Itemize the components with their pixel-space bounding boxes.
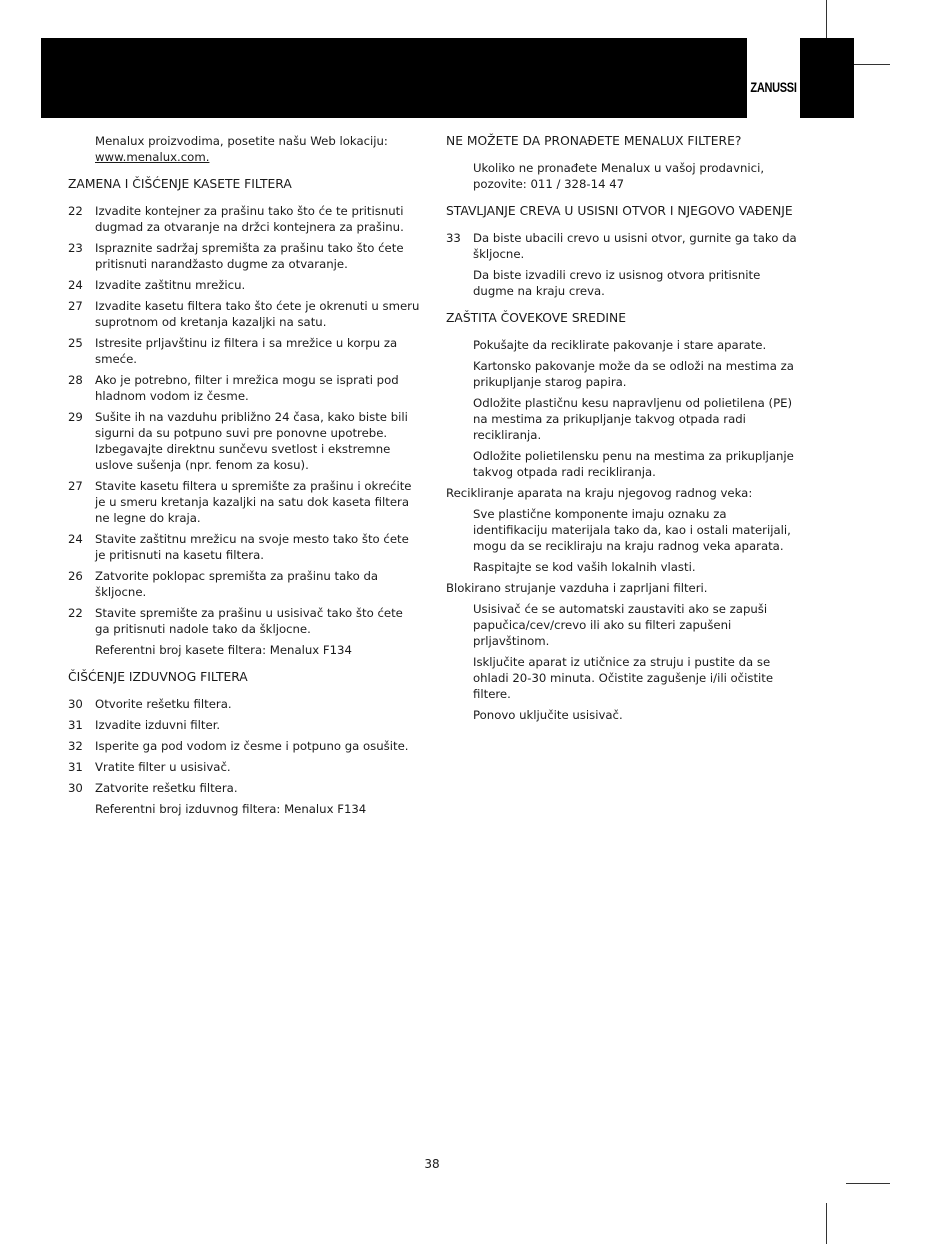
step-number: 30 [68, 697, 83, 711]
list-item [68, 531, 420, 563]
environment-paragraph: Pokušajte da reciklirate pakovanje i stare aparate. [473, 338, 767, 352]
step-number: 29 [68, 410, 83, 424]
section-title-exhaust-filter: ČIŠĆENJE IZDUVNOG FILTERA [68, 670, 248, 684]
step-number: 31 [68, 718, 83, 732]
crop-mark [853, 64, 890, 65]
step-number: 22 [68, 204, 83, 218]
section-title-hose: STAVLJANJE CREVA U USISNI OTVOR I NJEGOVO VAĐENJE [446, 204, 793, 218]
list-item [68, 696, 420, 712]
environment-paragraph: Odložite polietilensku penu na mestima za prikupljanje takvog otpada radi recikliranja. [473, 449, 794, 479]
exhaust-reference-number: Referentni broj izduvnog filtera: Menalux F134 [95, 802, 367, 816]
list-item [68, 335, 420, 367]
list-item [68, 780, 420, 796]
step-text: Izvadite zaštitnu mrežicu. [95, 278, 246, 292]
step-text: Zatvorite poklopac spremišta za prašinu tako da škljocne. [95, 569, 379, 599]
list-item [68, 409, 420, 473]
left-column [68, 133, 420, 822]
list-item [68, 372, 420, 404]
step-text: Istresite prljavštinu iz filtera i sa mrežice u korpu za smeće. [95, 336, 398, 366]
section-title-find-filters: NE MOŽETE DA PRONAĐETE MENALUX FILTERE? [446, 134, 742, 148]
intro-paragraph [95, 133, 420, 165]
list-item [68, 568, 420, 600]
page-number: 38 [424, 1157, 440, 1171]
step-number: 26 [68, 569, 83, 583]
list-item [68, 759, 420, 775]
step-number: 30 [68, 781, 83, 795]
step-text: Izvadite kontejner za prašinu tako što će te pritisnuti dugmad za otvaranje na držci kontejnera za prašinu. [95, 204, 404, 234]
list-item [68, 203, 420, 235]
step-number: 24 [68, 532, 83, 546]
step-number: 32 [68, 739, 83, 753]
step-number: 28 [68, 373, 83, 387]
header-bar [41, 38, 854, 118]
right-column [446, 133, 800, 728]
hose-removal-text: Da biste izvadili crevo iz usisnog otvora pritisnite dugme na kraju creva. [473, 268, 761, 298]
recycling-paragraph: Raspitajte se kod vaših lokalnih vlasti. [473, 560, 696, 574]
blocked-airflow-paragraph: Isključite aparat iz utičnice za struju i pustite da se ohladi 20-30 minuta. Očistite zagušenje i/ili očistite filtere. [473, 655, 774, 701]
filter-cassette-steps [68, 203, 420, 637]
step-text: Zatvorite rešetku filtera. [95, 781, 238, 795]
step-text: Da biste ubacili crevo u usisni otvor, gurnite ga tako da škljocne. [473, 231, 797, 261]
step-number: 31 [68, 760, 83, 774]
recycling-paragraph: Sve plastične komponente imaju oznaku za identifikaciju materijala tako da, kao i ostali materijali, mogu da se recikliraju na kraju radnog veka aparata. [473, 507, 791, 553]
brand-logo-box [747, 38, 800, 118]
step-number: 33 [446, 231, 461, 245]
step-text: Isperite ga pod vodom iz česme i potpuno ga osušite. [95, 739, 409, 753]
step-text: Ispraznite sadržaj spremišta za prašinu tako što ćete pritisnuti narandžasto dugme za otvaranje. [95, 241, 404, 271]
environment-paragraph: Odložite plastičnu kesu napravljenu od polietilena (PE) na mestima za prikupljanje takvog otpada radi recikliranja. [473, 396, 793, 442]
step-text: Stavite zaštitnu mrežicu na svoje mesto tako što ćete je pritisnuti na kasetu filtera. [95, 532, 409, 562]
subheading-blocked-airflow: Blokirano strujanje vazduha i zaprljani filteri. [446, 581, 708, 595]
blocked-airflow-paragraph: Ponovo uključite usisivač. [473, 708, 623, 722]
step-number: 27 [68, 299, 83, 313]
list-item [68, 738, 420, 754]
list-item [68, 298, 420, 330]
step-number: 25 [68, 336, 83, 350]
step-number: 23 [68, 241, 83, 255]
step-text: Stavite spremište za prašinu u usisivač tako što ćete ga pritisnuti nadole tako da škljocne. [95, 606, 403, 636]
step-number: 24 [68, 278, 83, 292]
intro-text: Menalux proizvodima, posetite našu Web lokaciju: [95, 134, 388, 148]
section-title-environment: ZAŠTITA ČOVEKOVE SREDINE [446, 311, 627, 325]
find-filters-text: Ukoliko ne pronađete Menalux u vašoj prodavnici, pozovite: 011 / 328-14 47 [473, 161, 765, 191]
brand-logo: ZANUSSI [750, 80, 797, 96]
list-item [68, 717, 420, 733]
step-number: 22 [68, 606, 83, 620]
step-text: Otvorite rešetku filtera. [95, 697, 232, 711]
exhaust-filter-steps [68, 696, 420, 796]
list-item [68, 478, 420, 526]
crop-mark [826, 1203, 827, 1244]
blocked-airflow-paragraph: Usisivač će se automatski zaustaviti ako se zapuši papučica/cev/crevo ili ako su filteri zapušeni prljavštinom. [473, 602, 768, 648]
cassette-reference-number: Referentni broj kasete filtera: Menalux F134 [95, 643, 352, 657]
step-text: Vratite filter u usisivač. [95, 760, 231, 774]
step-text: Izvadite izduvni filter. [95, 718, 221, 732]
step-text: Sušite ih na vazduhu približno 24 časa, kako biste bili sigurni da su potpuno suvi pre ponovne upotrebe. Izbegavajte direktnu sunčevu svetlost i ekstremne uslove sušenja (npr. fenom za kosu). [95, 410, 408, 472]
list-item [446, 230, 800, 262]
step-text: Ako je potrebno, filter i mrežica mogu se isprati pod hladnom vodom iz česme. [95, 373, 399, 403]
list-item [68, 277, 420, 293]
step-text: Stavite kasetu filtera u spremište za prašinu i okrećite je u smeru kretanja kazaljki na satu dok kaseta filtera ne legne do kraja. [95, 479, 412, 525]
step-text: Izvadite kasetu filtera tako što ćete je okrenuti u smeru suprotnom od kretanja kazaljki na satu. [95, 299, 420, 329]
list-item [68, 605, 420, 637]
crop-mark [846, 1183, 890, 1184]
section-title-filter-cassette: ZAMENA I ČIŠĆENJE KASETE FILTERA [68, 177, 292, 191]
list-item [68, 240, 420, 272]
environment-paragraph: Kartonsko pakovanje može da se odloži na mestima za prikupljanje starog papira. [473, 359, 794, 389]
subheading-recycling: Recikliranje aparata na kraju njegovog radnog veka: [446, 486, 753, 500]
website-link[interactable]: www.menalux.com. [95, 150, 210, 164]
step-number: 27 [68, 479, 83, 493]
